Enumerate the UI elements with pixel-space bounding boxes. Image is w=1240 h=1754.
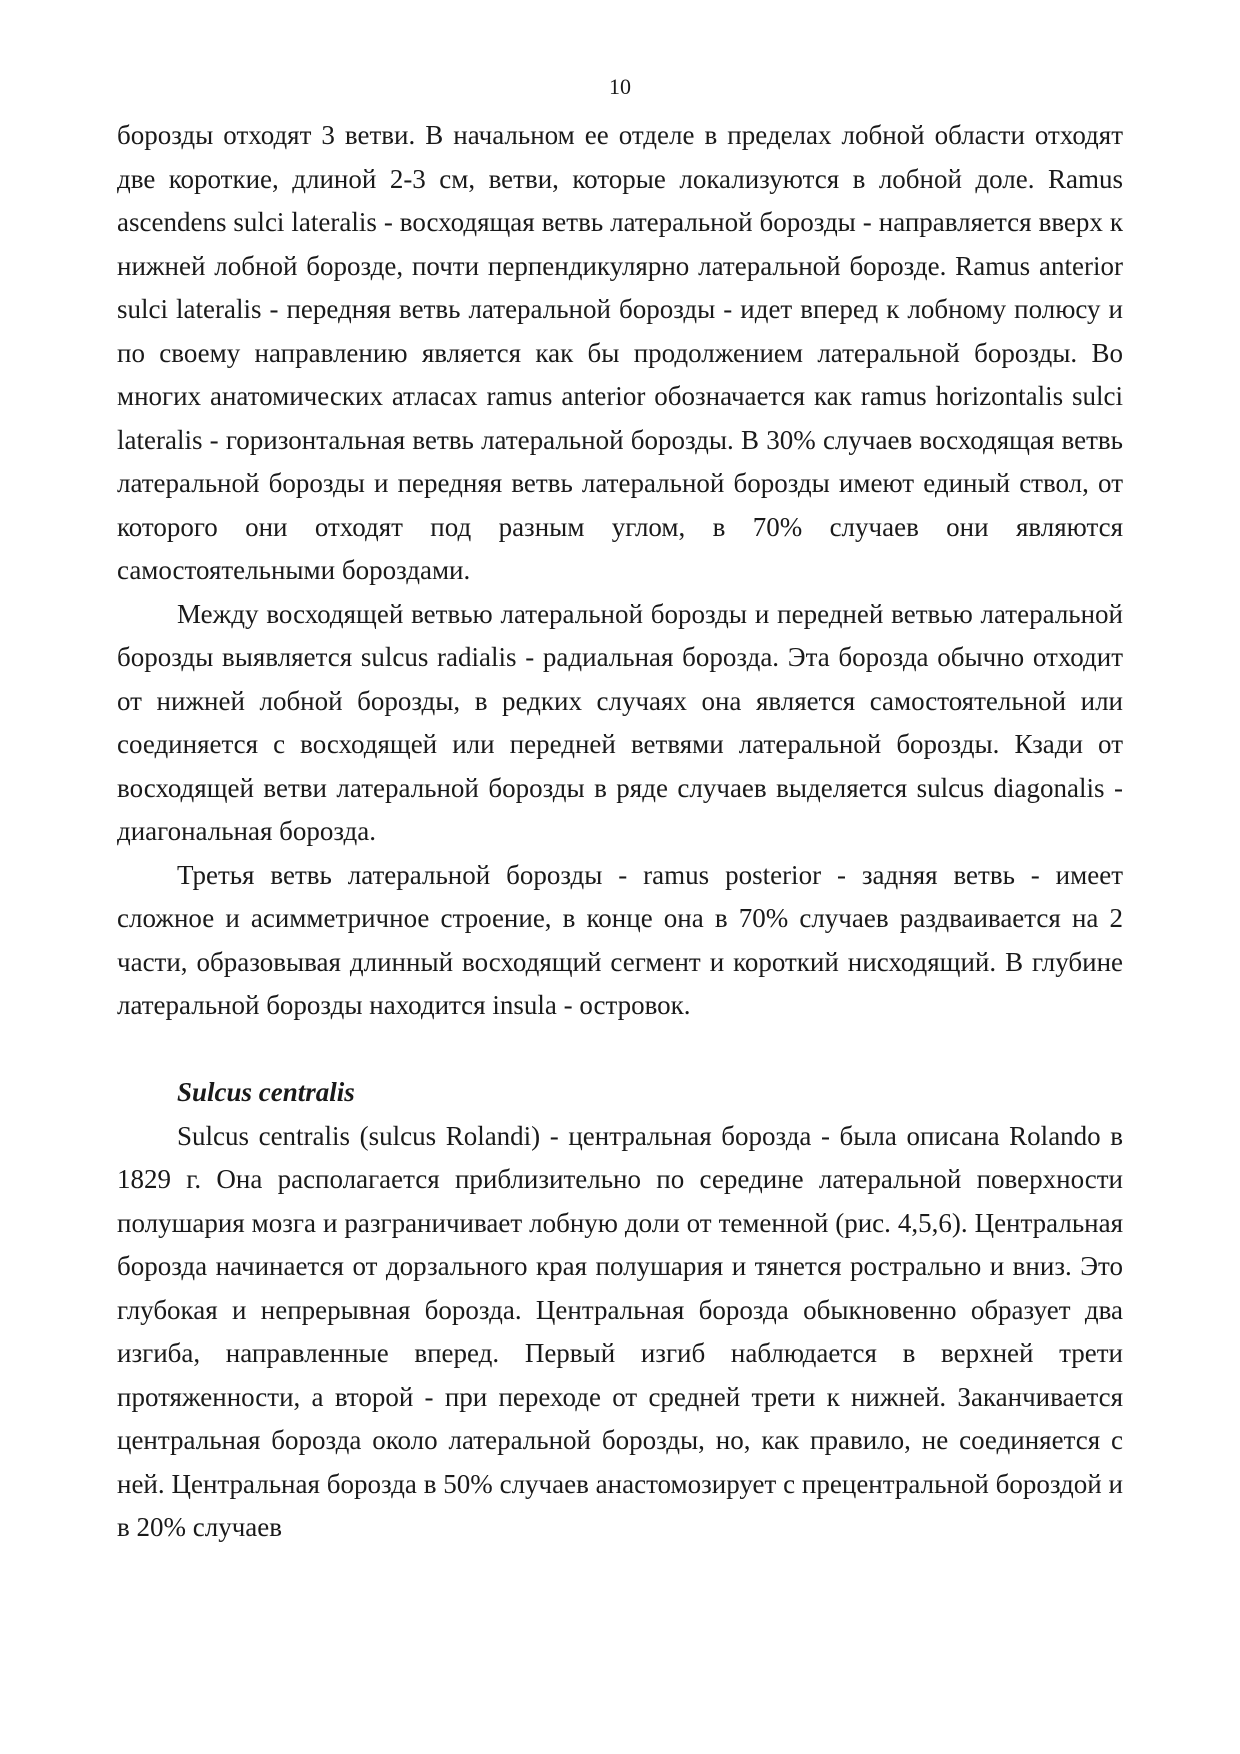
- page-body: [117, 114, 1123, 1550]
- section-heading-sulcus-centralis: Sulcus centralis: [177, 1077, 355, 1107]
- paragraph-central-sulcus: Sulcus centralis (sulcus Rolandi) - центральная борозда - была описана Rolando в 1829 г. Она располагается приблизительно по середине латеральной поверхности полушария мозга и разграничивает лобную доли от теменной (рис. 4,5,6). Центральная борозда начинается от дорзального края полушария и тянется рострально и вниз. Это глубокая и непрерывная борозда. Центральная борозда обыкновенно образует два изгиба, направленные вперед. Первый изгиб наблюдается в верхней трети протяженности, а второй - при переходе от средней трети к нижней. Заканчивается центральная борозда около латеральной борозды, но, как правило, не соединяется с ней. Центральная борозда в 50% случаев анастомозирует с прецентральной бороздой и в 20% случаев: [117, 1120, 1123, 1542]
- paragraph-posterior-branch: Третья ветвь латеральной борозды - ramus posterior - задняя ветвь - имеет сложное и асимметричное строение, в конце она в 70% случаев раздваивается на 2 части, образовывая длинный восходящий сегмент и короткий нисходящий. В глубине латеральной борозды находится insula - островок.: [117, 859, 1123, 1020]
- paragraph-lateral-sulcus-branches: борозды отходят 3 ветви. В начальном ее отделе в пределах лобной области отходят две короткие, длиной 2-3 см, ветви, которые локализуются в лобной доле. Ramus ascendens sulci lateralis - восходящая ветвь латеральной борозды - направляется вверх к нижней лобной борозде, почти перпендикулярно латеральной борозде. Ramus anterior sulci lateralis - передняя ветвь латеральной борозды - идет вперед к лобному полюсу и по своему направлению является как бы продолжением латеральной борозды. Во многих анатомических атласах ramus anterior обозначается как ramus horizontalis sulci lateralis - горизонтальная ветвь латеральной борозды. В 30% случаев восходящая ветвь латеральной борозды и передняя ветвь латеральной борозды имеют единый ствол, от которого они отходят под разным углом, в 70% случаев они являются самостоятельными бороздами.: [117, 120, 1123, 585]
- page-number: 10: [609, 74, 631, 99]
- paragraph-radial-sulcus: Между восходящей ветвью латеральной борозды и передней ветвью латеральной борозды выявляется sulcus radialis - радиальная борозда. Эта борозда обычно отходит от нижней лобной борозды, в редких случаях она является самостоятельной или соединяется с восходящей или передней ветвями латеральной борозды. Кзади от восходящей ветви латеральной борозды в ряде случаев выделяется sulcus diagonalis - диагональная борозда.: [117, 598, 1123, 846]
